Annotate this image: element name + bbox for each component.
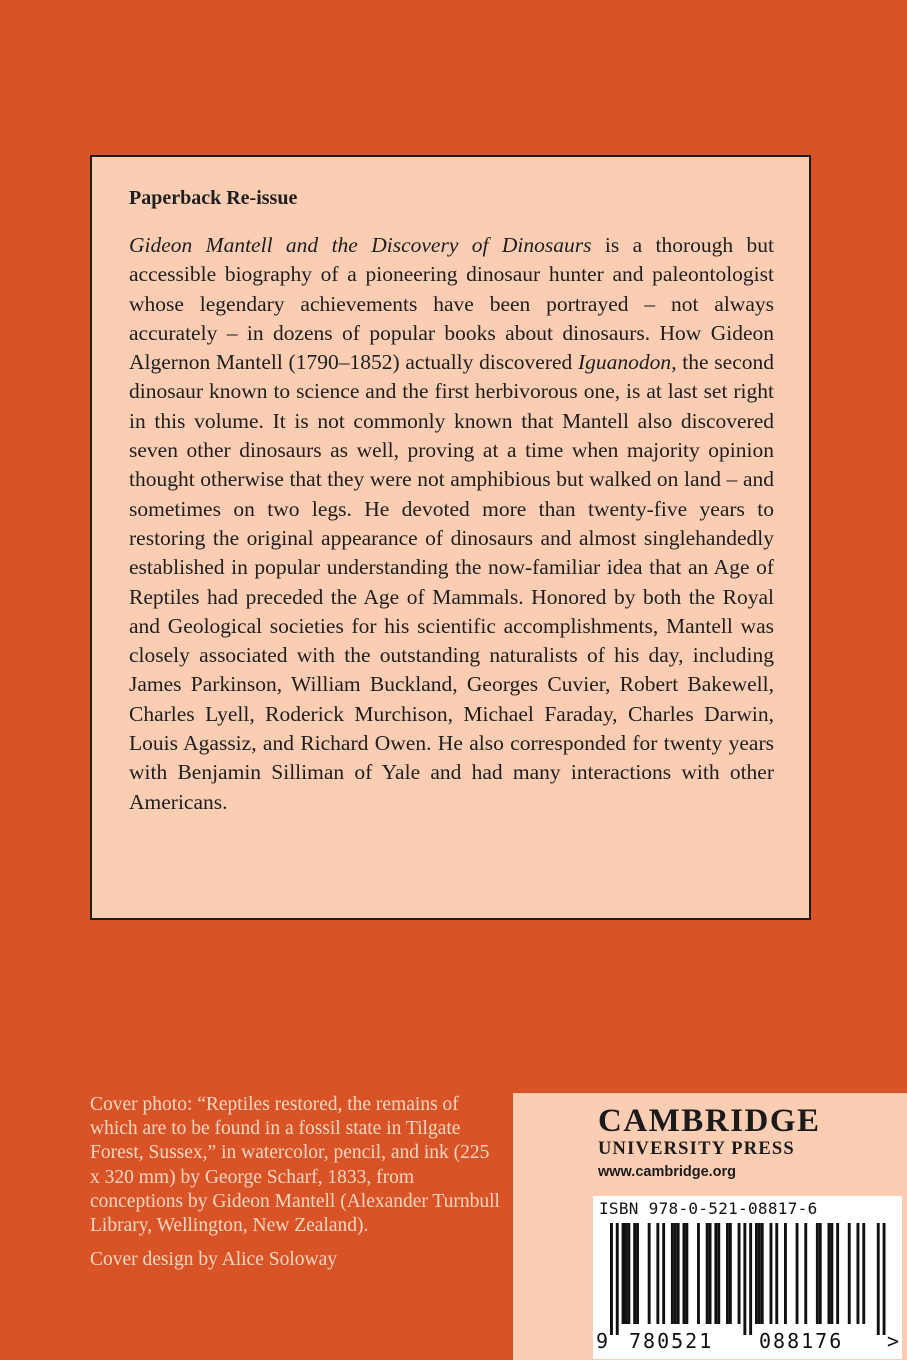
book-title: Gideon Mantell and the Discovery of Dinosaurs — [129, 233, 592, 257]
barcode-bar — [738, 1223, 741, 1324]
barcode-bar — [758, 1223, 761, 1324]
barcode-bar — [662, 1223, 665, 1324]
barcode-bar — [714, 1223, 717, 1324]
barcode-bar — [717, 1223, 720, 1324]
description-text-2: , the second dinosaur known to science and the first herbivorous one, is at last set right in this volume. It is not commonly known that Mantell also discovered seven other dinosaurs as well, proving at a time when majority opinion thought otherwise that they were not amphibious but walked on land – and sometimes on two legs. He devoted more than twenty-five years to restoring the original appearance of dinosaurs and almost singlehandedly established in popular understanding the now-familiar idea that an Age of Reptiles had preceded the Age of Mammals. Honored by both the Royal and Geological societies for his scientific accomplishments, Mantell was closely associated with the outstanding naturalists of his day, including James Parkinson, William Buckland, Georges Cuvier, Robert Bakewell, Charles Lyell, Roderick Murchison, Michael Faraday, Charles Darwin, Louis Agassiz, and Richard Owen. He also corresponded for twenty years with Benjamin Silliman of Yale and had many interactions with other Americans. — [129, 350, 775, 814]
barcode-bar — [625, 1223, 628, 1324]
barcode-bar — [685, 1223, 688, 1324]
barcode-bar — [729, 1223, 732, 1324]
barcode-digits-right: 088176 — [759, 1329, 844, 1353]
barcode-icon — [603, 1223, 892, 1335]
barcode-end-mark: > — [887, 1329, 900, 1353]
barcode-bar — [674, 1223, 677, 1324]
barcode-panel — [593, 1196, 902, 1359]
barcode-bar — [709, 1223, 712, 1324]
barcode-bar — [848, 1223, 851, 1324]
cover-design-credit: Cover design by Alice Soloway — [90, 1249, 337, 1271]
barcode-bar — [830, 1223, 833, 1324]
genus-name: Iguanodon — [578, 350, 672, 375]
barcode-bar — [683, 1223, 686, 1324]
publisher-name: CAMBRIDGE — [598, 1103, 821, 1139]
barcode-bar — [610, 1223, 613, 1335]
barcode-bar — [633, 1223, 636, 1324]
barcode-bar — [862, 1223, 865, 1324]
barcode-bar — [706, 1223, 709, 1324]
barcode-bar — [755, 1223, 758, 1324]
barcode-digit-first: 9 — [596, 1329, 609, 1353]
barcode-bar — [616, 1223, 619, 1335]
barcode-bar — [784, 1223, 787, 1324]
barcode-bar — [627, 1223, 630, 1324]
cover-photo-credit: Cover photo: “Reptiles restored, the remains of which are to be found in a fossil state in Tilgate Forest, Sussex,” in watercolor, pencil, and ink (225 x 320 mm) by George Scharf, 1833, from conceptions by Gideon Mantell (Alexander Turnbull Library, Wellington, New Zealand). — [90, 1094, 500, 1237]
barcode-bar — [775, 1223, 778, 1324]
panel-heading: Paperback Re-issue — [129, 187, 298, 209]
publisher-subname: UNIVERSITY PRESS — [598, 1139, 795, 1159]
barcode-bar — [804, 1223, 807, 1324]
barcode-bar — [761, 1223, 764, 1324]
barcode-digits-left: 780521 — [629, 1329, 714, 1353]
barcode-bar — [828, 1223, 831, 1324]
barcode-bar — [648, 1223, 651, 1324]
barcode-bar — [677, 1223, 680, 1324]
barcode-bar — [743, 1223, 746, 1335]
barcode-bar — [796, 1223, 799, 1324]
publisher-logo — [598, 1103, 821, 1183]
publisher-box — [513, 1093, 907, 1360]
barcode-bar — [749, 1223, 752, 1335]
description-text-1: is a thorough but accessible biography of a pioneering dinosaur hunter and paleontologist whose legendary achievements have been portrayed – not always accurately – in dozens of popular books about dinosaurs. How Gideon Algernon Mantell (1790–1852) actually discovered — [129, 233, 774, 375]
publisher-website: www.cambridge.org — [598, 1164, 737, 1180]
barcode-bar — [622, 1223, 625, 1324]
isbn-label: ISBN 978-0-521-08817-6 — [599, 1199, 818, 1218]
barcode-bar — [656, 1223, 659, 1324]
barcode-digits — [593, 1326, 902, 1356]
barcode-bar — [697, 1223, 700, 1324]
barcode-bar — [819, 1223, 822, 1324]
barcode-bar — [671, 1223, 674, 1324]
book-description — [129, 231, 774, 817]
barcode-bar — [883, 1223, 886, 1335]
barcode-bar — [726, 1223, 729, 1324]
barcode-bar — [877, 1223, 880, 1335]
barcode-bar — [836, 1223, 839, 1324]
barcode-bar — [770, 1223, 773, 1324]
barcode-bar — [636, 1223, 639, 1324]
cover-credits — [90, 1093, 500, 1272]
description-panel — [90, 155, 811, 920]
barcode-bar — [857, 1223, 860, 1324]
barcode-bar — [816, 1223, 819, 1324]
